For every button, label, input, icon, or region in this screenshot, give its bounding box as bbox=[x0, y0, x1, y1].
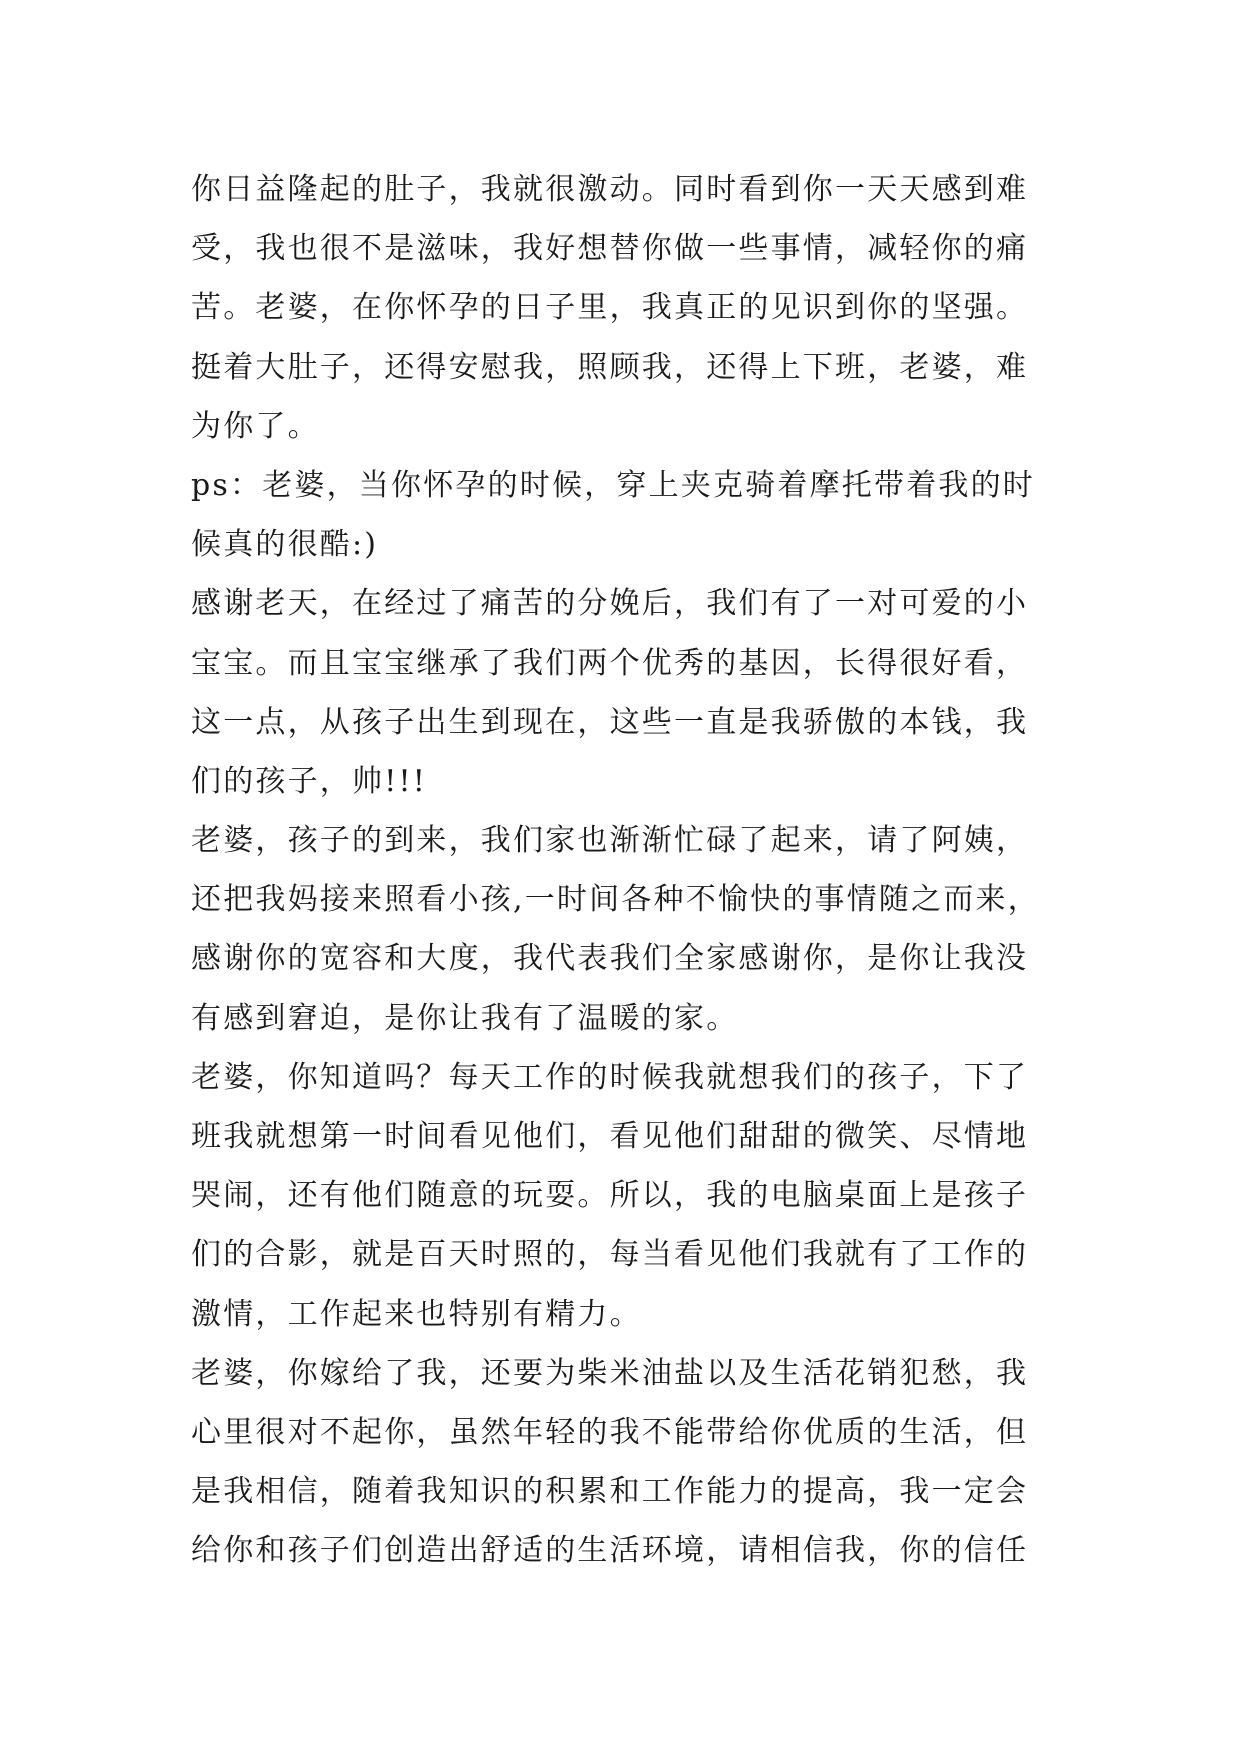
text-line: 挺着大肚子，还得安慰我，照顾我，还得上下班，老婆，难 bbox=[191, 349, 1029, 385]
text-line: 感谢老天，在经过了痛苦的分娩后，我们有了一对可爱的小 bbox=[191, 586, 1029, 622]
text-line: 这一点，从孩子出生到现在，这些一直是我骄傲的本钱，我 bbox=[191, 704, 1029, 740]
text-line: 激情，工作起来也特别有精力。 bbox=[191, 1296, 642, 1332]
text-line: 班我就想第一时间看见他们，看见他们甜甜的微笑、尽情地 bbox=[191, 1119, 1029, 1154]
text-line: 候真的很酷:) bbox=[191, 527, 379, 563]
text-line: ps：老婆，当你怀孕的时候，穿上夹克骑着摩托带着我的时 bbox=[191, 467, 1035, 503]
text-line: 受，我也很不是滋味，我好想替你做一些事情，减轻你的痛 bbox=[191, 231, 1029, 267]
text-line: 宝宝。而且宝宝继承了我们两个优秀的基因，长得很好看， bbox=[191, 645, 1029, 681]
text-line: 们的孩子，帅!!! bbox=[191, 763, 427, 799]
text-line: 为你了。 bbox=[191, 408, 320, 444]
text-line: 感谢你的宽容和大度，我代表我们全家感谢你，是你让我没 bbox=[191, 941, 1029, 977]
text-line: 苦。老婆，在你怀孕的日子里，我真正的见识到你的坚强。 bbox=[191, 290, 1029, 326]
text-line: 心里很对不起你，虽然年轻的我不能带给你优质的生活，但 bbox=[191, 1414, 1029, 1450]
text-line: 还把我妈接来照看小孩,一时间各种不愉快的事情随之而来， bbox=[191, 882, 1040, 918]
text-line: 是我相信，随着我知识的积累和工作能力的提高，我一定会 bbox=[191, 1474, 1029, 1510]
text-line: 给你和孩子们创造出舒适的生活环境，请相信我，你的信任 bbox=[191, 1533, 1029, 1569]
text-line: 们的合影，就是百天时照的，每当看见他们我就有了工作的 bbox=[191, 1237, 1029, 1273]
text-line: 哭闹，还有他们随意的玩耍。所以，我的电脑桌面上是孩子 bbox=[191, 1178, 1029, 1214]
text-line: 老婆，你知道吗？每天工作的时候我就想我们的孩子，下了 bbox=[191, 1059, 1029, 1095]
text-line: 老婆，孩子的到来，我们家也渐渐忙碌了起来，请了阿姨， bbox=[191, 823, 1029, 859]
letter-body bbox=[191, 160, 1091, 1581]
text-line: 你日益隆起的肚子，我就很激动。同时看到你一天天感到难 bbox=[191, 172, 1029, 207]
text-line: 老婆，你嫁给了我，还要为柴米油盐以及生活花销犯愁，我 bbox=[191, 1355, 1029, 1391]
text-line: 有感到窘迫，是你让我有了温暖的家。 bbox=[191, 1000, 739, 1036]
